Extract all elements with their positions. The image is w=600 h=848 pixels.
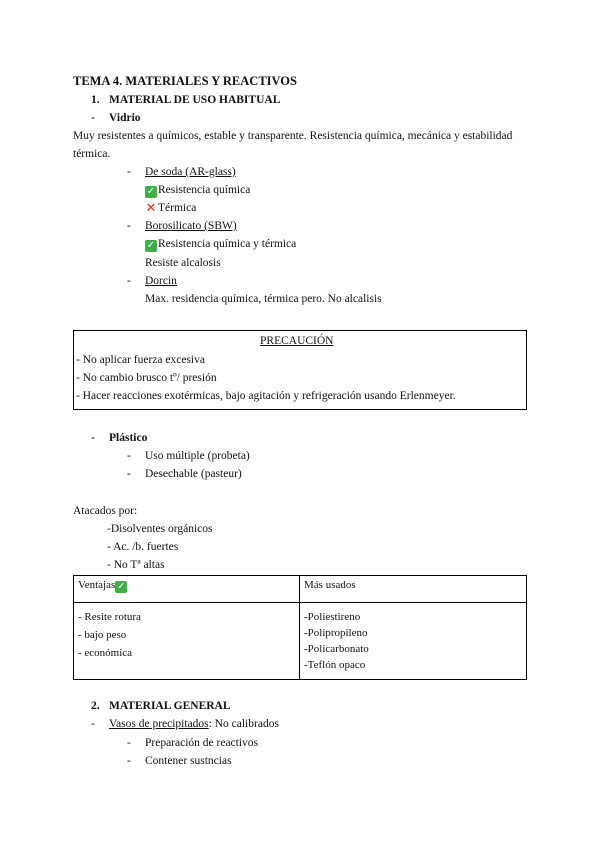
borosilicato-sub-2: Resiste alcalosis	[145, 257, 221, 269]
table-header-cell	[74, 576, 300, 603]
soda-sub-2	[145, 202, 196, 215]
usado-3: -Policarbonato	[304, 643, 369, 655]
table-cell	[300, 603, 527, 680]
check-icon: ✓	[146, 186, 156, 197]
check-icon: ✓	[117, 581, 126, 592]
vidrio-desc-line2: térmica.	[73, 148, 111, 160]
list-bullet: -	[127, 450, 131, 462]
plastico-label: Plástico	[109, 432, 148, 444]
soda-sub-1-text: Resistencia química	[158, 184, 251, 196]
soda-item: De soda (AR-glass)	[145, 166, 236, 178]
usado-1: -Poliestireno	[304, 611, 361, 623]
section-2-number: 2.	[91, 700, 100, 712]
table-header-cell	[300, 576, 527, 603]
attacked-item-1: -Disolventes orgánicos	[107, 523, 213, 535]
list-bullet: -	[127, 220, 131, 232]
precaution-line-2: - No cambio brusco tº/ presión	[76, 372, 217, 384]
table-row	[74, 603, 527, 680]
vidrio-bullet: -	[91, 112, 95, 124]
plastico-bullet: -	[91, 432, 95, 444]
section-2-heading: MATERIAL GENERAL	[109, 700, 231, 712]
section-1-heading: MATERIAL DE USO HABITUAL	[109, 94, 281, 106]
cross-icon: ✕	[145, 201, 157, 216]
usado-2: -Polipropileno	[304, 627, 368, 639]
vasos-sub-2: Contener sustncias	[145, 755, 232, 767]
ventaja-2: - bajo peso	[78, 629, 127, 641]
plastico-item-1: Uso múltiple (probeta)	[145, 450, 250, 462]
ventajas-header: Ventajas	[78, 579, 116, 591]
page-title: TEMA 4. MATERIALES Y REACTIVOS	[73, 74, 297, 88]
list-bullet: -	[127, 468, 131, 480]
vasos-item	[109, 718, 279, 730]
borosilicato-sub-1	[145, 238, 296, 252]
attacked-item-3: - No Tª altas	[107, 559, 165, 571]
list-bullet: -	[127, 755, 131, 767]
borosilicato-sub-1-text: Resistencia química y térmica	[158, 238, 297, 250]
attacked-item-2: - Ac. /b. fuertes	[107, 541, 179, 553]
list-bullet: -	[127, 275, 131, 287]
precaution-line-1: - No aplicar fuerza excesiva	[76, 354, 205, 366]
ventaja-3: - económica	[78, 647, 133, 659]
vasos-rest: : No calibrados	[208, 718, 279, 730]
ventaja-1: - Resite rotura	[78, 611, 141, 623]
precaution-line-3: - Hacer reacciones exotérmicas, bajo agitación y refrigeración usando Erlenmeyer.	[76, 390, 456, 402]
check-icon: ✓	[146, 240, 156, 251]
section-1-number: 1.	[91, 94, 100, 106]
mas-usados-header: Más usados	[304, 579, 356, 591]
dorcin-sub-1: Max. residencia química, térmica pero. No alcalisis	[145, 293, 382, 305]
dorcin-item: Dorcin	[145, 275, 177, 287]
vidrio-label: Vidrio	[109, 112, 141, 124]
plastico-table	[73, 575, 527, 680]
precaution-title: PRECAUCIÓN	[260, 335, 334, 347]
soda-sub-1	[145, 184, 250, 198]
vasos-sub-1: Preparación de reactivos	[145, 737, 259, 749]
plastico-item-2: Desechable (pasteur)	[145, 468, 242, 480]
list-bullet: -	[127, 166, 131, 178]
list-bullet: -	[91, 718, 95, 730]
usado-4: -Teflón opaco	[304, 659, 366, 671]
borosilicato-item: Borosilicato (SBW)	[145, 220, 237, 232]
soda-sub-2-text: Térmica	[158, 202, 197, 214]
vidrio-desc-line1: Muy resistentes a químicos, estable y transparente. Resistencia química, mecánica y estabilidad	[73, 130, 513, 142]
vasos-name: Vasos de precipitados	[109, 718, 209, 730]
table-cell	[74, 603, 300, 680]
attacked-by-label: Atacados por:	[73, 505, 138, 517]
table-header-row	[74, 576, 527, 603]
list-bullet: -	[127, 737, 131, 749]
